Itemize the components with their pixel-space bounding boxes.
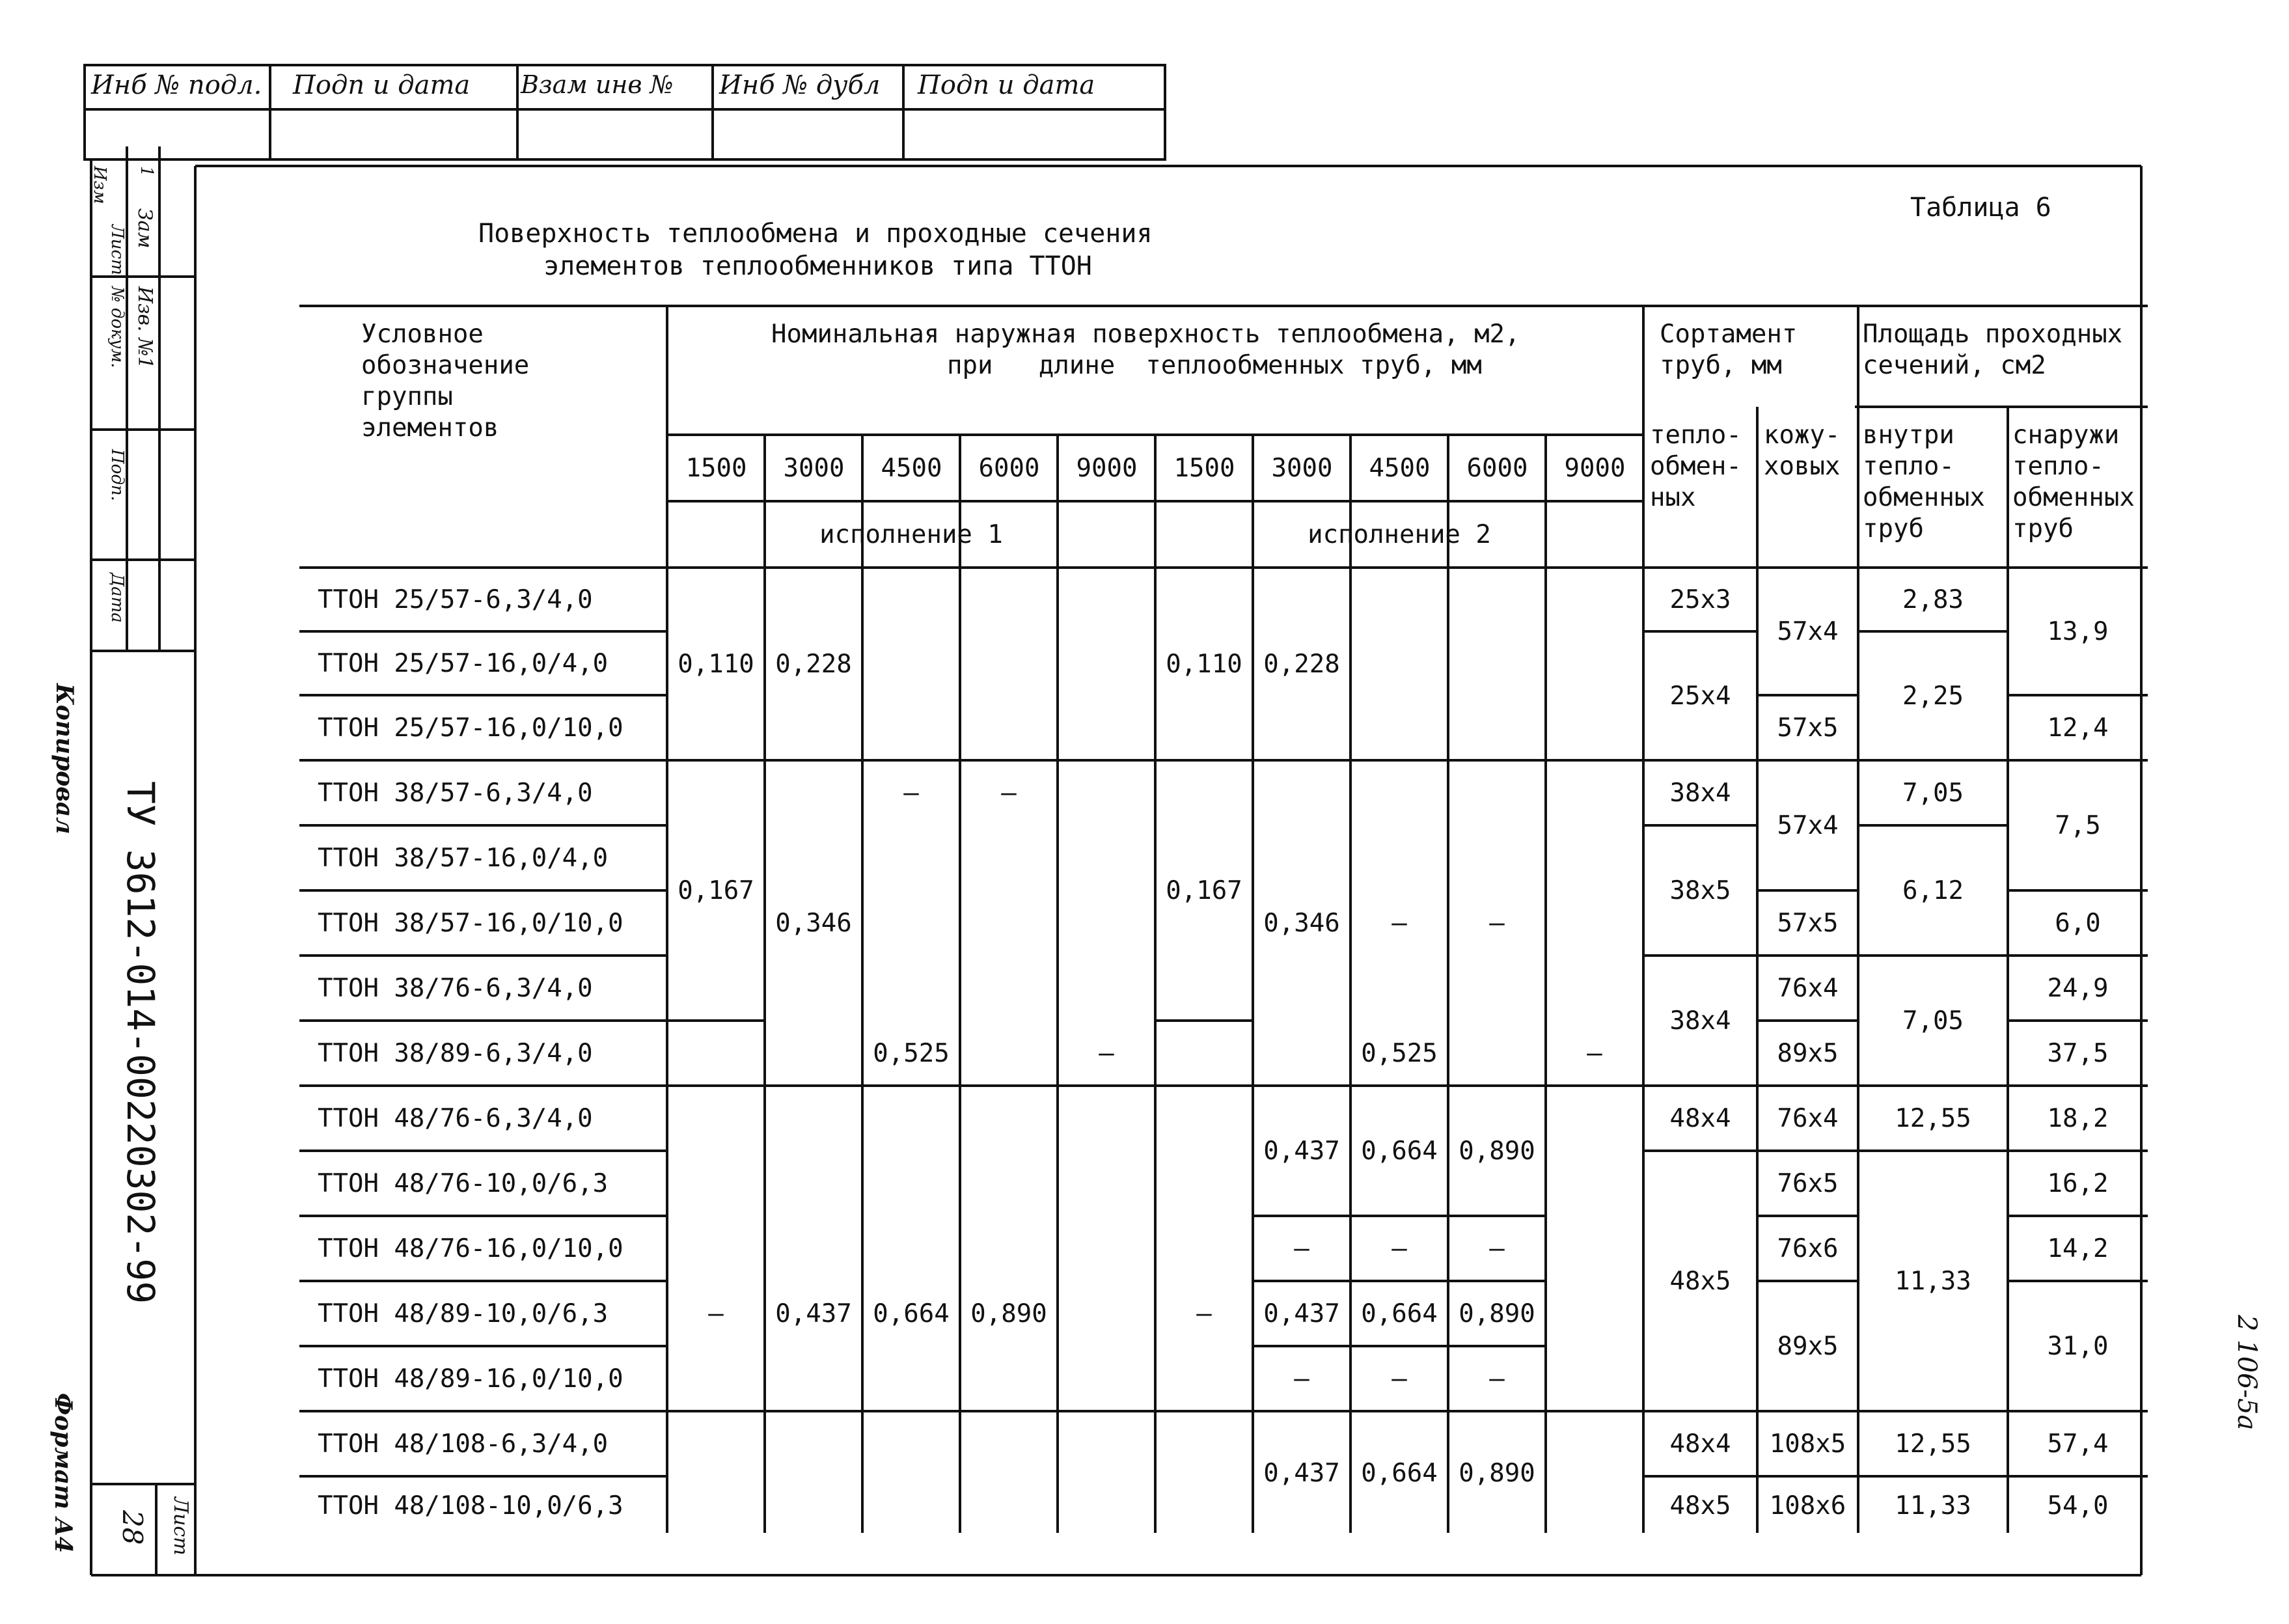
hdr-outside-2: тепло- (2012, 452, 2104, 481)
shell-tube: 89х5 (1777, 1331, 1839, 1361)
shell-tube: 57х4 (1777, 616, 1839, 646)
row-designation: ТТОН 38/57-16,0/10,0 (318, 908, 624, 938)
heat-tube: 48х5 (1669, 1491, 1731, 1521)
area-inside: 7,05 (1902, 778, 1964, 808)
v2-b-3000: – (1294, 1233, 1309, 1263)
area-outside: 13,9 (2047, 616, 2109, 646)
format-label: Формат А4 (49, 1393, 77, 1553)
hdr-length: 4500 (1369, 454, 1431, 483)
row-designation: ТТОН 25/57-16,0/10,0 (318, 713, 624, 743)
hdr-length: 9000 (1076, 454, 1138, 483)
shell-tube: 76х6 (1777, 1233, 1839, 1263)
v2-e-6000: 0,890 (1459, 1458, 1535, 1488)
area-outside: 37,5 (2047, 1038, 2109, 1068)
hdr-assortment-1: Сортамент (1660, 320, 1798, 349)
v2-c-3000: 0,437 (1263, 1299, 1340, 1328)
row-designation: ТТОН 38/76-6,3/4,0 (318, 973, 593, 1003)
sheet-number: 28 (117, 1510, 148, 1545)
hdr-heat-tubes-3: ных (1650, 483, 1696, 512)
stamp-inv-orig: Инб № подл. (91, 70, 262, 100)
v2-a-4500: 0,664 (1361, 1136, 1438, 1166)
v2-g2-3000: 0,346 (1263, 908, 1340, 938)
area-outside: 54,0 (2047, 1491, 2109, 1521)
v2-c-6000: 0,890 (1459, 1299, 1535, 1328)
rev-cell-sign: Подп. (107, 449, 127, 501)
area-outside: 14,2 (2047, 1233, 2109, 1263)
hdr-length: 3000 (1271, 454, 1333, 483)
hdr-shell-tubes-2: ховых (1764, 452, 1841, 481)
v2-g3-1500: – (1196, 1299, 1212, 1328)
row-designation: ТТОН 25/57-16,0/4,0 (318, 648, 609, 678)
hdr-outside-1: снаружи (2012, 420, 2120, 450)
heat-tube: 25х4 (1669, 681, 1731, 711)
hdr-designation-3: группы (361, 382, 453, 411)
hdr-variant-2: исполнение 2 (1308, 519, 1491, 549)
hdr-assortment-2: труб, мм (1660, 351, 1782, 380)
stamp-inv-dup: Инб № дубл (719, 70, 881, 100)
stamp-sign-date-2: Подп и дата (918, 70, 1095, 100)
v2-g2-1500: 0,167 (1166, 875, 1242, 905)
shell-tube: 89х5 (1777, 1038, 1839, 1068)
heat-tube: 48х5 (1669, 1266, 1731, 1296)
hdr-length: 1500 (1173, 454, 1235, 483)
v2-dash-9000: – (1587, 1038, 1602, 1068)
table-number: Таблица 6 (1910, 193, 2051, 223)
row-designation: ТТОН 38/89-6,3/4,0 (318, 1038, 593, 1068)
hdr-length: 9000 (1564, 454, 1626, 483)
hdr-length: 6000 (1466, 454, 1528, 483)
shell-tube: 76х4 (1777, 1103, 1839, 1133)
area-outside: 6,0 (2055, 908, 2101, 938)
v2-a-6000: 0,890 (1459, 1136, 1535, 1166)
hdr-outside-3: обменных (2012, 483, 2135, 512)
shell-tube: 57х4 (1777, 810, 1839, 840)
v1-g2-1500: 0,167 (678, 875, 754, 905)
hdr-shell-tubes-1: кожу- (1764, 420, 1841, 450)
shell-tube: 76х4 (1777, 973, 1839, 1003)
row-designation: ТТОН 48/89-10,0/6,3 (318, 1299, 609, 1328)
v1-dash-9000: – (1099, 1038, 1114, 1068)
row-designation: ТТОН 38/57-16,0/4,0 (318, 843, 609, 873)
area-outside: 24,9 (2047, 973, 2109, 1003)
rev-value-notice: Изв. №1 (133, 286, 156, 369)
v2-e-3000: 0,437 (1263, 1458, 1340, 1488)
area-outside: 16,2 (2047, 1168, 2109, 1198)
hdr-length: 4500 (881, 454, 942, 483)
copied-label: Копировал (51, 683, 78, 834)
rev-value-zam: Зам (133, 208, 156, 249)
hdr-variant-1: исполнение 1 (819, 519, 1003, 549)
heat-tube: 48х4 (1669, 1429, 1731, 1459)
v1-g3-3000: 0,437 (775, 1299, 852, 1328)
area-inside: 11,33 (1895, 1266, 1971, 1296)
area-outside: 31,0 (2047, 1331, 2109, 1361)
area-outside: 18,2 (2047, 1103, 2109, 1133)
v2-r8-4500: 0,525 (1361, 1038, 1438, 1068)
area-inside: 11,33 (1895, 1491, 1971, 1521)
hdr-length: 1500 (685, 454, 747, 483)
hdr-heat-tubes-1: тепло- (1650, 420, 1742, 450)
rev-cell-change: Изм (90, 166, 109, 204)
area-inside: 6,12 (1902, 875, 1964, 905)
row-designation: ТТОН 48/76-6,3/4,0 (318, 1103, 593, 1133)
v2-c-4500: 0,664 (1361, 1299, 1438, 1328)
v2-d-6000: – (1489, 1364, 1505, 1394)
rev-cell-sheet: Лист (107, 225, 127, 275)
heat-tube: 38х5 (1669, 875, 1731, 905)
document-code: ТУ 3612-014-00220302-99 (118, 781, 163, 1304)
stamp-sign-date: Подп и дата (293, 70, 471, 100)
heat-tube: 25х3 (1669, 585, 1731, 614)
v2-g1-3000: 0,228 (1263, 649, 1340, 679)
hdr-designation-4: элементов (361, 413, 499, 443)
row-designation: ТТОН 48/76-16,0/10,0 (318, 1233, 624, 1263)
hdr-length: 6000 (978, 454, 1040, 483)
hdr-area-1: Площадь проходных (1863, 320, 2123, 349)
row-designation: ТТОН 25/57-6,3/4,0 (318, 585, 593, 614)
hdr-inside-2: тепло- (1863, 452, 1954, 481)
area-inside: 12,55 (1895, 1429, 1971, 1459)
v2-e-4500: 0,664 (1361, 1458, 1438, 1488)
v2-d-4500: – (1391, 1364, 1407, 1394)
area-outside: 57,4 (2047, 1429, 2109, 1459)
rev-cell-date: Дата (107, 573, 127, 623)
hdr-length: 3000 (783, 454, 845, 483)
area-inside: 2,25 (1902, 681, 1964, 711)
shell-tube: 108х5 (1769, 1429, 1846, 1459)
row-designation: ТТОН 48/108-10,0/6,3 (318, 1491, 624, 1521)
v2-g1-1500: 0,110 (1166, 649, 1242, 679)
v1-g2-3000: 0,346 (775, 908, 852, 938)
v1-r8-4500: 0,525 (873, 1038, 950, 1068)
shell-tube: 57х5 (1777, 713, 1839, 743)
title-line-2: элементов теплообменников типа ТТОН (543, 251, 1092, 281)
rev-value-1: 1 (137, 166, 156, 177)
v2-d-3000: – (1294, 1364, 1309, 1394)
heat-tube: 38х4 (1669, 1006, 1731, 1036)
hdr-surface-2: при длине теплообменных труб, мм (947, 351, 1482, 380)
area-inside: 7,05 (1902, 1006, 1964, 1036)
row-designation: ТТОН 48/108-6,3/4,0 (318, 1429, 609, 1459)
stamp-replace-inv: Взам инв № (521, 70, 674, 99)
hdr-area-2: сечений, см2 (1863, 351, 2046, 380)
hdr-designation-2: обозначение (361, 351, 530, 380)
v2-g2-6000: – (1489, 908, 1505, 938)
hdr-designation-1: Условное (361, 320, 484, 349)
v1-g3-1500: – (708, 1299, 724, 1328)
hdr-heat-tubes-2: обмен- (1650, 452, 1742, 481)
v1-g1-3000: 0,228 (775, 649, 852, 679)
right-margin-note: 2 106-5а (2232, 1315, 2262, 1431)
hdr-outside-4: труб (2012, 514, 2074, 544)
heat-tube: 48х4 (1669, 1103, 1731, 1133)
shell-tube: 108х6 (1769, 1491, 1846, 1521)
hdr-surface-1: Номинальная наружная поверхность теплообмена, м2, (771, 320, 1520, 349)
heat-tube: 38х4 (1669, 778, 1731, 808)
v1-g3-4500: 0,664 (873, 1299, 950, 1328)
row-designation: ТТОН 38/57-6,3/4,0 (318, 778, 593, 808)
v1-g1-1500: 0,110 (678, 649, 754, 679)
shell-tube: 57х5 (1777, 908, 1839, 938)
row-designation: ТТОН 48/76-10,0/6,3 (318, 1168, 609, 1198)
v1-g3-6000: 0,890 (970, 1299, 1047, 1328)
area-inside: 2,83 (1902, 585, 1964, 614)
v2-b-4500: – (1391, 1233, 1407, 1263)
area-outside: 7,5 (2055, 810, 2101, 840)
hdr-inside-4: труб (1863, 514, 1924, 544)
area-inside: 12,55 (1895, 1103, 1971, 1133)
hdr-inside-1: внутри (1863, 420, 1954, 450)
v2-b-6000: – (1489, 1233, 1505, 1263)
v2-a-3000: 0,437 (1263, 1136, 1340, 1166)
hdr-inside-3: обменных (1863, 483, 1985, 512)
v1-dash-4500: – (903, 778, 919, 808)
v1-dash-6000: – (1001, 778, 1017, 808)
sheet-label: Лист (169, 1497, 192, 1556)
rev-cell-doc: № докум. (107, 286, 127, 368)
shell-tube: 76х5 (1777, 1168, 1839, 1198)
v2-g2-4500: – (1391, 908, 1407, 938)
row-designation: ТТОН 48/89-16,0/10,0 (318, 1364, 624, 1394)
title-line-1: Поверхность теплообмена и проходные сечения (478, 219, 1153, 249)
area-outside: 12,4 (2047, 713, 2109, 743)
